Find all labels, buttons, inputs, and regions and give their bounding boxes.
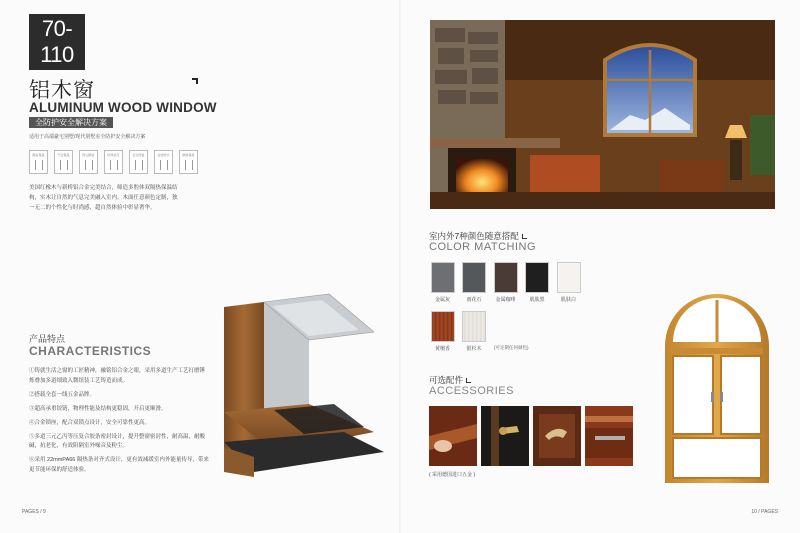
swatch-chip bbox=[494, 262, 518, 293]
feature-label: 防风抗压 bbox=[107, 153, 120, 157]
interior-room-photo bbox=[430, 20, 775, 209]
list-item: ④合金锁座，配合双锁点设计，安全可靠性更高。 bbox=[29, 419, 151, 426]
swatch-name: 雨花石 bbox=[466, 297, 482, 303]
accessory-photo-frame bbox=[585, 406, 633, 466]
feature-icon-row bbox=[29, 150, 198, 174]
applicable-subline: 适用于高端豪宅别墅/现代别墅室全防护安全解决方案 bbox=[29, 134, 146, 140]
color-swatch bbox=[429, 311, 456, 352]
color-swatch bbox=[492, 262, 519, 303]
product-title-en: ALUMINUM WOOD WINDOW bbox=[29, 100, 217, 115]
swatch-chip bbox=[462, 311, 486, 342]
characteristics-list bbox=[29, 367, 209, 480]
swatch-chip bbox=[557, 262, 581, 293]
accessories-heading-cn-text: 可选配件 bbox=[429, 375, 464, 385]
model-number-box bbox=[29, 14, 85, 70]
feature-label: 防尘隔音 bbox=[82, 153, 95, 157]
accessories-note: ( 采用德国进口五金 ) bbox=[429, 472, 476, 478]
list-item: ①铸就生活之窗的工匠精神，融铭铝合金之眼，采用多道生产工艺打磨锤炼叠加多道细致入微组装工艺铸造而成。 bbox=[29, 368, 206, 384]
swatch-name: 金属灰 bbox=[434, 297, 450, 303]
security-icon bbox=[129, 150, 148, 174]
color-swatch bbox=[461, 311, 488, 352]
color-swatch bbox=[461, 262, 488, 303]
corner-arrow-icon bbox=[466, 378, 471, 383]
list-item: ⑥采用 22mmPA66 隔热条对齐式设计，更有效减缓室内外能量传导，带来更节能环保的舒适体验。 bbox=[29, 457, 209, 473]
swatch-chip bbox=[431, 262, 455, 293]
page-gutter bbox=[399, 0, 401, 533]
swatch-name: 银杉木 bbox=[466, 346, 482, 352]
color-heading-cn-text: 室内外7种颜色随意搭配 bbox=[429, 231, 519, 241]
corner-mark-icon bbox=[192, 78, 198, 84]
color-swatch bbox=[429, 262, 456, 303]
accessory-photo-handle bbox=[481, 406, 529, 466]
windproof-icon bbox=[104, 150, 123, 174]
feature-label: 隔热保温 bbox=[182, 153, 195, 157]
color-swatch bbox=[555, 262, 582, 303]
airtight-icon bbox=[54, 150, 73, 174]
intro-line: 构，实木让自然的气息完美融入室内。木面任意颜色定制，独 bbox=[29, 195, 178, 201]
intro-line: 一无二的个性化与时尚感，超自然体验中彰显奢华。 bbox=[29, 205, 156, 211]
swatch-name: 金属咖啡 bbox=[495, 297, 516, 303]
custom-color-note: (可定制任何颜色) bbox=[494, 345, 529, 350]
characteristics-heading-en: CHARACTERISTICS bbox=[29, 344, 152, 358]
insulation-icon bbox=[179, 150, 198, 174]
intro-paragraph bbox=[29, 183, 197, 213]
model-line-2: 110 bbox=[40, 42, 74, 67]
list-item: ⑤多道三元乙丙等压复合胶条密封设计，提升整窗密封性，耐高温，耐酸碱，抗老化，有效阻隔室外噪音及粉尘。 bbox=[29, 433, 206, 449]
dustproof-icon bbox=[79, 150, 98, 174]
feature-label: 气密保温 bbox=[57, 153, 70, 157]
feature-label: 密封防水 bbox=[157, 153, 170, 157]
accessory-photo-hinge bbox=[429, 406, 477, 466]
color-swatch-grid bbox=[429, 262, 609, 352]
solution-tag: 全防护安全解决方案 bbox=[29, 117, 113, 128]
feature-label: 安全防盗 bbox=[132, 153, 145, 157]
arched-window-image bbox=[663, 292, 771, 485]
corner-arrow-icon bbox=[522, 234, 527, 239]
swatch-name: 肌肤黑 bbox=[529, 297, 545, 303]
feature-label: 隔音保温 bbox=[32, 153, 45, 157]
waterproof-icon bbox=[154, 150, 173, 174]
window-profile-image bbox=[214, 292, 389, 482]
soundproof-icon bbox=[29, 150, 48, 174]
page-number-left: PAGES / 9 bbox=[22, 509, 46, 515]
intro-line: 美国红橡木与新桥铝合金完美结合，师造多腔体双隔热保温结 bbox=[29, 185, 178, 191]
model-line-1: 70- bbox=[41, 16, 73, 41]
accessories-heading-en: ACCESSORIES bbox=[429, 385, 514, 397]
swatch-name: 肌肤白 bbox=[560, 297, 576, 303]
list-item: ③超高承重铰链，物理性能及结构更稳固，开启更顺滑。 bbox=[29, 405, 167, 412]
swatch-chip bbox=[462, 262, 486, 293]
product-title-cn: 铝木窗 bbox=[29, 79, 95, 102]
swatch-name: 黄檀香 bbox=[434, 346, 450, 352]
color-swatch bbox=[524, 262, 551, 303]
characteristics-heading-cn: 产品特点 bbox=[29, 334, 66, 344]
list-item: ②搭载全套一线五金品牌。 bbox=[29, 391, 96, 398]
swatch-chip bbox=[431, 311, 455, 342]
color-heading-en: COLOR MATCHING bbox=[429, 241, 537, 253]
page-number-right: 10 / PAGES bbox=[751, 509, 778, 515]
swatch-chip bbox=[525, 262, 549, 293]
accessory-photo-lock bbox=[533, 406, 581, 466]
accessories-photo-row bbox=[429, 406, 633, 466]
